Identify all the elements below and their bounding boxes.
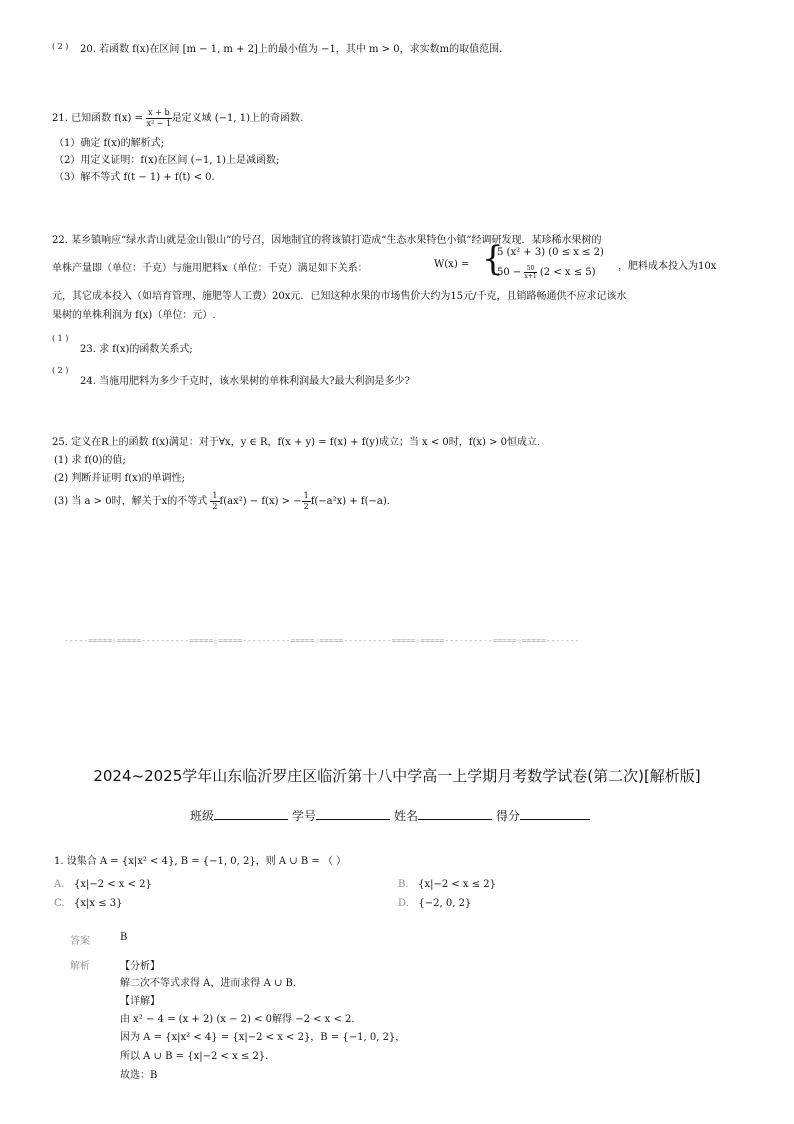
q1-option-b-text: {x|−2 < x ≤ 2} <box>418 879 497 890</box>
q1-option-d <box>398 898 471 909</box>
q25-half-fraction-1 <box>210 491 219 512</box>
field-score-label: 得分 <box>496 809 521 823</box>
q22-func-name: W(x) = <box>434 259 470 270</box>
q25-part-3-prefix: (3) 当 a > 0时，解关于x的不等式 <box>54 496 211 507</box>
q1-analysis-line-7: 故选：B <box>120 1070 158 1081</box>
q1-analysis-line-4: 由 x² − 4 = (x + 2) (x − 2) < 0解得 −2 < x < 2. <box>120 1014 355 1025</box>
q1-analysis-line-2: 解二次不等式求得 A，进而求得 A ∪ B. <box>120 978 297 989</box>
field-score-blank[interactable] <box>520 819 590 820</box>
q1-option-c-text: {x|x ≤ 3} <box>74 898 123 909</box>
q25-part-2: (2) 判断并证明 f(x)的单调性; <box>54 473 186 484</box>
q22-piecewise-brace: { <box>482 239 504 279</box>
q1-option-a-text: {x|−2 < x < 2} <box>73 879 152 890</box>
q20-part-tag: ( 2 ) <box>52 42 69 51</box>
field-name-blank[interactable] <box>418 819 492 820</box>
q22-case-2-prefix: 50 − <box>497 267 525 278</box>
q22-case-2-suffix: (2 < x ≤ 5) <box>536 267 596 278</box>
q1-option-c-label: C. <box>54 898 65 909</box>
q1-option-c <box>54 898 123 909</box>
q23-part-tag: ( 1 ) <box>52 334 69 343</box>
exam-title: 2024~2025学年山东临沂罗庄区临沂第十八中学高一上学期月考数学试卷(第二次)[解析版] <box>93 767 701 785</box>
q22-case-2 <box>497 265 596 280</box>
q1-answer-label: 答案 <box>70 936 90 947</box>
field-name-label: 姓名 <box>394 809 419 823</box>
q1-option-a <box>54 879 152 890</box>
q25-part-3-mid-1: f(ax²) − f(x) > − <box>219 496 302 507</box>
q25-part-3 <box>54 491 390 512</box>
q21-stem <box>52 108 303 129</box>
q25-half-fraction-2 <box>302 491 311 512</box>
q1-option-d-text: {−2, 0, 2} <box>418 898 472 909</box>
q21-part-1: （1）确定 f(x)的解析式; <box>54 138 165 149</box>
q21-stem-prefix: 21. 已知函数 f(x) = <box>52 113 147 124</box>
page-divider: -----=====☆=====----------=====☆=====----------=====☆=====----------=====☆=====----------=====☆=====------- <box>64 636 580 645</box>
q21-part-3: （3）解不等式 f(t − 1) + f(t) < 0. <box>54 172 215 183</box>
q25-half-den-1: 2 <box>212 502 218 511</box>
q1-option-b <box>398 879 496 890</box>
q22-line-3: 元，其它成本投入（如培育管理、施肥等人工费）20x元．已知这种水果的市场售价大约为15元/千克，且销路畅通供不应求记该水 <box>52 291 627 302</box>
q1-option-d-label: D. <box>398 898 409 909</box>
q22-line-1: 22. 某乡镇响应“绿水青山就是金山银山”的号召，因地制宜的将该镇打造成“生态水果特色小镇”经调研发现．某珍稀水果树的 <box>52 235 602 246</box>
q21-part-2: （2）用定义证明：f(x)在区间 (−1, 1)上是减函数; <box>54 155 280 166</box>
q1-analysis-line-6: 所以 A ∪ B = {x|−2 < x ≤ 2}. <box>120 1051 269 1062</box>
q1-analysis-line-5: 因为 A = {x|x² < 4} = {x|−2 < x < 2}，B = {−1, 0, 2}， <box>120 1032 406 1043</box>
q25-stem: 25. 定义在R上的函数 f(x)满足：对于∀x，y ∈ R，f(x + y) = f(x) + f(y)成立；当 x < 0时，f(x) > 0恒成立. <box>52 437 541 448</box>
q24-text: 24. 当施用肥料为多少千克时，该水果树的单株利润最大?最大利润是多少? <box>80 376 410 387</box>
field-id-label: 学号 <box>292 809 317 823</box>
q1-analysis-line-1: 【分析】 <box>120 961 160 972</box>
q24-part-tag: ( 2 ) <box>52 366 69 375</box>
q21-fraction <box>146 108 171 129</box>
field-class-blank[interactable] <box>214 819 288 820</box>
q22-case-2-fraction <box>524 265 536 280</box>
q22-case-2-num: 50 <box>524 265 536 273</box>
q1-stem: 1. 设集合 A = {x|x² < 4}, B = {−1, 0, 2}，则 A ∪ B = （ ） <box>54 856 347 867</box>
q22-line-2-suffix: ，肥料成本投入为10x <box>618 261 717 272</box>
q1-option-a-label: A. <box>54 879 65 890</box>
field-class-label: 班级 <box>190 809 215 823</box>
q21-frac-den: x² − 1 <box>146 119 172 128</box>
q25-half-den-2: 2 <box>303 502 309 511</box>
q22-line-2-prefix: 单株产量即（单位：千克）与施用肥料x（单位：千克）满足如下关系： <box>52 263 368 274</box>
q21-frac-num: x + b <box>148 108 170 117</box>
q1-analysis-label: 解析 <box>70 961 90 972</box>
q22-case-1: 5 (x² + 3) (0 ≤ x ≤ 2) <box>497 247 604 258</box>
q1-option-b-label: B. <box>398 879 409 890</box>
field-id-blank[interactable] <box>316 819 390 820</box>
q23-text: 23. 求 f(x)的函数关系式; <box>80 344 193 355</box>
q21-stem-suffix: 是定义域 (−1, 1)上的奇函数. <box>171 113 304 124</box>
q25-part-1: (1) 求 f(0)的值; <box>54 455 126 466</box>
q22-case-2-den: x+1 <box>524 273 537 280</box>
q1-answer-value: B <box>120 932 128 943</box>
q25-half-num-2: 1 <box>303 491 309 500</box>
q1-analysis-line-3: 【详解】 <box>120 996 160 1007</box>
q25-half-num-1: 1 <box>212 491 218 500</box>
student-info-fields <box>190 807 590 824</box>
q25-part-3-mid-2: f(−a²x) + f(−a). <box>310 496 390 507</box>
q20-text: 20. 若函数 f(x)在区间 [m − 1, m + 2]上的最小值为 −1，其中 m > 0，求实数m的取值范围. <box>80 44 503 55</box>
q22-line-4: 果树的单株利润为 f(x)（单位：元）. <box>52 310 216 321</box>
